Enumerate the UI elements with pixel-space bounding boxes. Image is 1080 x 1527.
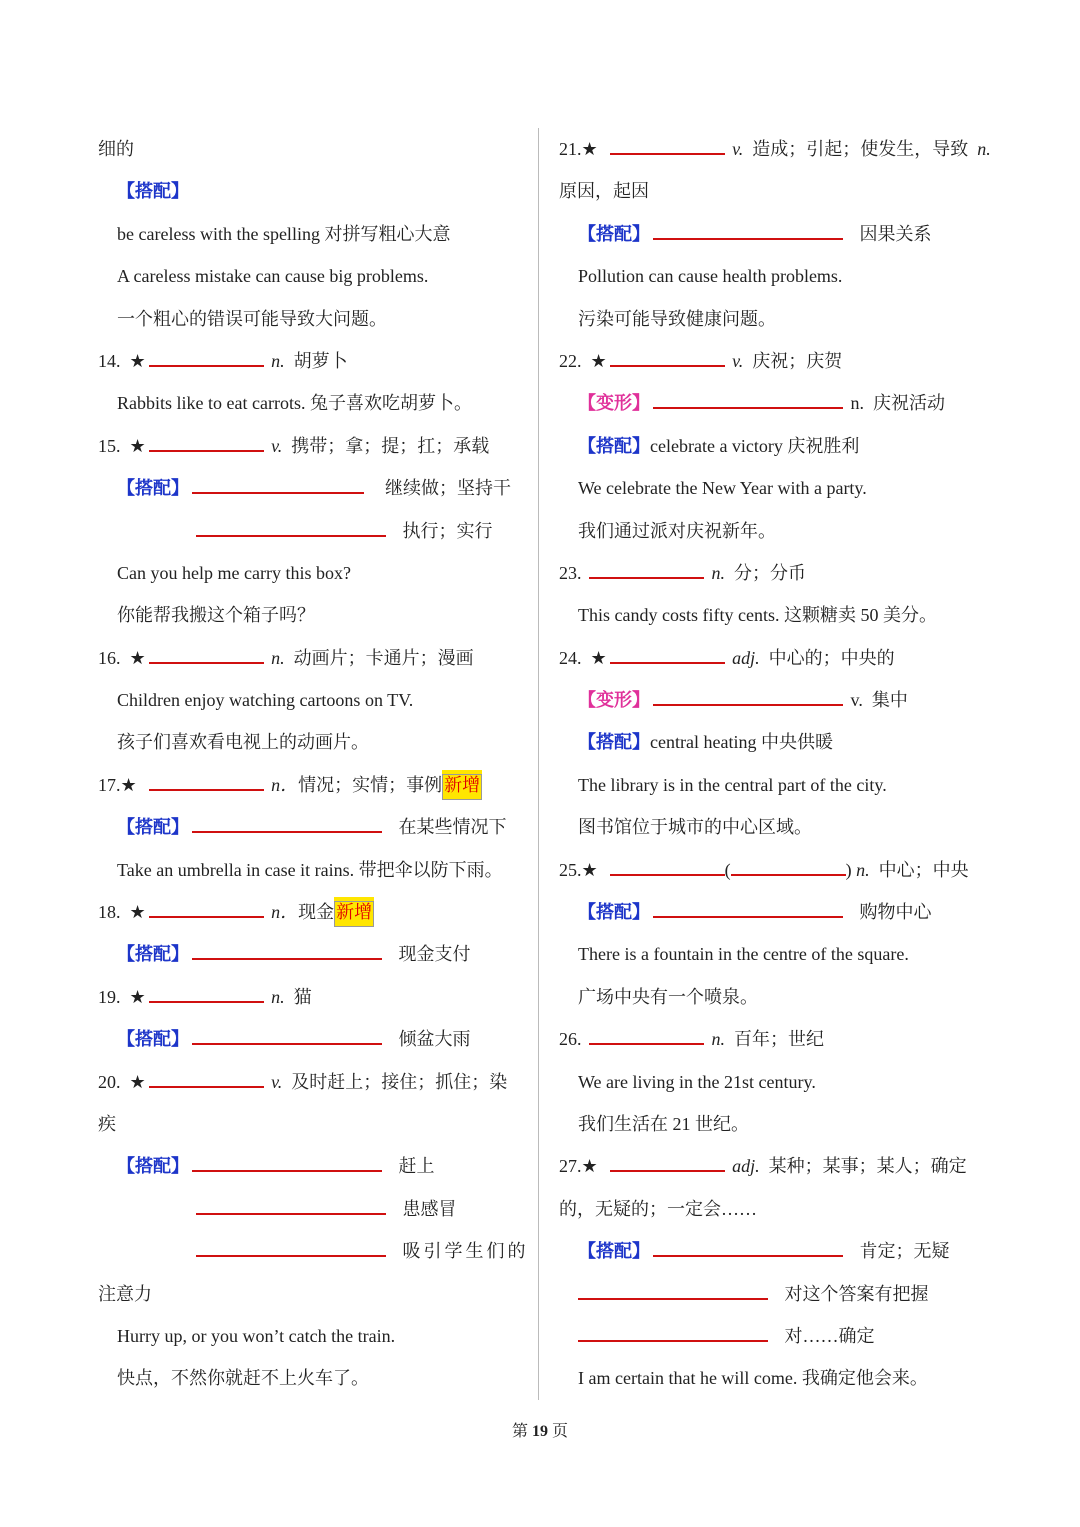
entry-number: 14.: [98, 350, 121, 371]
entry-17: [98, 764, 528, 806]
answer-blank[interactable]: [653, 218, 843, 240]
text: Hurry up, or you won’t catch the train.: [117, 1325, 396, 1346]
part-of-speech: n.: [711, 562, 725, 583]
example-line: [559, 933, 989, 975]
left-column: [98, 128, 528, 1400]
answer-blank[interactable]: [589, 557, 704, 579]
text: We are living in the 21st century.: [578, 1071, 816, 1092]
entry-16: [98, 637, 528, 679]
tag-match: 【搭配】: [578, 1241, 650, 1263]
part-of-speech: v.: [732, 350, 744, 371]
answer-blank[interactable]: [149, 981, 264, 1003]
text: be careless with the spelling 对拼写粗心大意: [117, 223, 451, 244]
star-icon: ★: [581, 139, 598, 160]
definition: 猫: [293, 986, 312, 1007]
collocation-meaning: 对……确定: [784, 1325, 875, 1346]
star-icon: ★: [129, 986, 146, 1008]
example-line: [559, 594, 989, 636]
answer-blank[interactable]: [149, 769, 264, 791]
example-line: [98, 679, 528, 721]
collocation-line: [559, 425, 989, 467]
collocation-meaning: 吸引学生们的: [402, 1241, 529, 1262]
example-line: [559, 1357, 989, 1399]
text: Take an umbrella in case it rains. 带把伞以防下雨。: [117, 859, 503, 880]
translation-line: [559, 1103, 989, 1145]
answer-blank[interactable]: [610, 133, 725, 155]
entry-21: [559, 128, 989, 170]
collocation-line: [98, 1188, 528, 1230]
translation-line: [98, 1357, 528, 1399]
collocation-meaning: 在某些情况下: [398, 817, 507, 838]
variant-line: [559, 382, 989, 424]
entry-number: 15.: [98, 435, 121, 456]
column-divider: [538, 128, 539, 1400]
collocation-text: celebrate a victory 庆祝胜利: [650, 435, 860, 456]
text: The library is in the central part of the city.: [578, 774, 887, 795]
tag-match: 【搭配】: [578, 902, 650, 924]
definition: 中心的；中央的: [768, 647, 895, 668]
text-line: [98, 1273, 528, 1315]
entry-number: 16.: [98, 647, 121, 668]
page-footer: [0, 1418, 1080, 1441]
text: 我们通过派对庆祝新年。: [578, 520, 776, 541]
answer-blank[interactable]: [196, 1235, 386, 1257]
collocation-line: [98, 213, 528, 255]
collocation-line: [98, 467, 528, 509]
star-icon: ★: [129, 647, 146, 669]
answer-blank[interactable]: [610, 854, 725, 876]
collocation-line: [98, 806, 528, 848]
answer-blank[interactable]: [610, 345, 725, 367]
example-line: [98, 552, 528, 594]
text: A careless mistake can cause big problems.: [117, 266, 429, 287]
text: We celebrate the New Year with a party.: [578, 478, 867, 499]
translation-line: [559, 806, 989, 848]
answer-blank[interactable]: [149, 345, 264, 367]
example-line: [559, 255, 989, 297]
answer-blank[interactable]: [149, 896, 264, 918]
text-line: [559, 170, 989, 212]
answer-blank[interactable]: [653, 387, 843, 409]
star-icon: ★: [129, 902, 146, 924]
text: 一个粗心的错误可能导致大问题。: [117, 308, 387, 329]
tag-match: 【搭配】: [578, 732, 650, 754]
translation-line: [559, 510, 989, 552]
variant-line: [559, 679, 989, 721]
text: This candy costs fifty cents. 这颗糖卖 50 美分。: [578, 605, 937, 626]
entry-27: [559, 1145, 989, 1187]
example-line: [559, 467, 989, 509]
definition: 及时赶上；接住；抓住；染: [291, 1071, 508, 1092]
page-label: 页: [552, 1423, 569, 1440]
part-of-speech: n.: [271, 647, 285, 668]
text: 广场中央有一个喷泉。: [578, 986, 758, 1007]
definition: 动画片；卡通片；漫画: [293, 647, 474, 668]
entry-23: [559, 552, 989, 594]
collocation-line: [559, 1273, 989, 1315]
definition: 中心；中央: [878, 859, 969, 880]
definition: 携带；拿；提；扛；承载: [291, 435, 490, 456]
entry-number: 22.: [559, 350, 582, 371]
new-badge: 新增: [442, 774, 482, 800]
tag-match: 【搭配】: [578, 435, 650, 457]
answer-blank[interactable]: [192, 811, 382, 833]
entry-14: [98, 340, 528, 382]
answer-blank[interactable]: [192, 472, 364, 494]
entry-24: [559, 637, 989, 679]
collocation-line: [98, 1018, 528, 1060]
tag-variant: 【变形】: [578, 690, 650, 712]
entry-25: [559, 849, 989, 891]
example-line: [559, 764, 989, 806]
tag-variant: 【变形】: [578, 393, 650, 415]
definition: 造成；引起；使发生，导致: [752, 139, 969, 159]
part-of-speech: n.: [856, 859, 870, 880]
collocation-meaning: 肯定；无疑: [859, 1241, 950, 1262]
part-of-speech: n．: [271, 902, 299, 923]
tag-match: 【搭配】: [117, 181, 189, 203]
answer-blank[interactable]: [610, 1150, 725, 1172]
text: 细的: [98, 139, 134, 159]
text-line: [559, 1188, 989, 1230]
definition: 情况；实情；事例: [298, 774, 443, 795]
text: 图书馆位于城市的中心区域。: [578, 817, 812, 838]
answer-blank[interactable]: [149, 1066, 264, 1088]
translation-line: [98, 721, 528, 763]
entry-20: [98, 1061, 528, 1103]
definition: 某种；某事；某人；确定: [768, 1156, 967, 1177]
paren: ): [845, 859, 852, 880]
definition-continued: 疾: [98, 1113, 116, 1134]
text: 我们生活在 21 世纪。: [578, 1113, 749, 1134]
definition-continued: 原因，起因: [559, 181, 649, 202]
part-of-speech: n.: [711, 1029, 725, 1050]
tag-match: 【搭配】: [117, 1156, 189, 1178]
entry-15: [98, 425, 528, 467]
collocation-line: [559, 213, 989, 255]
definition: 现金: [298, 902, 335, 923]
variant-meaning: 集中: [871, 690, 908, 711]
new-badge: 新增: [334, 901, 374, 927]
answer-blank[interactable]: [192, 1150, 382, 1172]
part-of-speech: n.: [977, 139, 991, 159]
answer-blank[interactable]: [731, 854, 846, 876]
answer-blank[interactable]: [589, 1023, 704, 1045]
entry-number: 27.: [559, 1156, 582, 1177]
collocation-meaning: 患感冒: [402, 1198, 457, 1219]
collocation-text: central heating 中央供暖: [650, 732, 833, 753]
text: 快点，不然你就赶不上火车了。: [117, 1368, 369, 1389]
answer-blank[interactable]: [653, 684, 843, 706]
text: 你能帮我搬这个箱子吗？: [117, 605, 315, 626]
tag-match: 【搭配】: [578, 223, 650, 245]
answer-blank[interactable]: [196, 515, 386, 537]
collocation-header: [98, 170, 528, 212]
definition: 庆祝；庆贺: [752, 350, 843, 371]
collocation-line: [98, 933, 528, 975]
entry-number: 24.: [559, 647, 582, 668]
answer-blank[interactable]: [610, 642, 725, 664]
collocation-meaning: 执行；实行: [402, 520, 493, 541]
answer-blank[interactable]: [653, 1235, 843, 1257]
definition: 百年；世纪: [734, 1029, 824, 1050]
entry-number: 21.: [559, 139, 582, 159]
collocation-line: [98, 510, 528, 552]
answer-blank[interactable]: [192, 938, 382, 960]
collocation-meaning: 倾盆大雨: [398, 1029, 471, 1050]
example-line: [559, 1061, 989, 1103]
text: 孩子们喜欢看电视上的动画片。: [117, 732, 369, 753]
paren: (: [724, 859, 731, 880]
example-line: [98, 255, 528, 297]
answer-blank[interactable]: [578, 1320, 768, 1342]
definition: 胡萝卜: [293, 350, 348, 371]
text: 污染可能导致健康问题。: [578, 308, 776, 329]
translation-line: [559, 298, 989, 340]
right-column: [559, 128, 989, 1400]
example-line: [98, 1315, 528, 1357]
part-of-speech: v.: [850, 690, 863, 711]
entry-number: 17.: [98, 774, 121, 795]
collocation-line: [559, 1230, 989, 1272]
definition: 分；分币: [734, 562, 806, 583]
translation-line: [559, 976, 989, 1018]
collocation-line: [98, 1230, 528, 1272]
definition-continued: 的，无疑的；一定会……: [559, 1198, 757, 1219]
entry-number: 20.: [98, 1071, 121, 1092]
entry-number: 19.: [98, 986, 121, 1007]
entry-number: 23.: [559, 562, 582, 583]
entry-number: 26.: [559, 1029, 582, 1050]
text-line: [98, 1103, 528, 1145]
tag-match: 【搭配】: [117, 478, 189, 500]
star-icon: ★: [581, 1156, 598, 1178]
part-of-speech: n.: [271, 986, 285, 1007]
star-icon: ★: [590, 350, 607, 372]
translation-line: [98, 594, 528, 636]
collocation-line: [559, 721, 989, 763]
star-icon: ★: [120, 774, 137, 796]
part-of-speech: n.: [850, 393, 864, 414]
text: There is a fountain in the centre of the square.: [578, 944, 909, 965]
collocation-line: [559, 891, 989, 933]
answer-blank[interactable]: [192, 1023, 382, 1045]
collocation-meaning: 购物中心: [859, 902, 932, 923]
star-icon: ★: [581, 859, 598, 881]
example-line: [98, 382, 528, 424]
text: Pollution can cause health problems.: [578, 266, 843, 287]
star-icon: ★: [129, 350, 146, 372]
part-of-speech: adj.: [732, 1156, 760, 1177]
answer-blank[interactable]: [578, 1278, 768, 1300]
collocation-meaning-continued: 注意力: [98, 1283, 152, 1304]
text-line: [98, 128, 528, 170]
collocation-meaning: 继续做；坚持干: [385, 478, 511, 499]
text: Children enjoy watching cartoons on TV.: [117, 690, 414, 711]
part-of-speech: v.: [271, 1071, 283, 1092]
part-of-speech: v.: [732, 139, 744, 159]
answer-blank[interactable]: [149, 430, 264, 452]
part-of-speech: v.: [271, 435, 283, 456]
page-number: 19: [532, 1423, 548, 1440]
variant-meaning: 庆祝活动: [873, 393, 945, 414]
answer-blank[interactable]: [149, 642, 264, 664]
entry-19: [98, 976, 528, 1018]
text: Can you help me carry this box?: [117, 562, 351, 583]
translation-line: [98, 298, 528, 340]
star-icon: ★: [129, 435, 146, 457]
part-of-speech: n.: [271, 350, 285, 371]
tag-match: 【搭配】: [117, 944, 189, 966]
collocation-meaning: 对这个答案有把握: [784, 1283, 929, 1304]
part-of-speech: n．: [271, 774, 299, 795]
collocation-meaning: 赶上: [398, 1156, 435, 1177]
entry-18: [98, 891, 528, 933]
star-icon: ★: [129, 1071, 146, 1093]
collocation-line: [559, 1315, 989, 1357]
tag-match: 【搭配】: [117, 817, 189, 839]
text: Rabbits like to eat carrots. 兔子喜欢吃胡萝卜。: [117, 393, 472, 414]
text: I am certain that he will come. 我确定他会来。: [578, 1368, 928, 1389]
part-of-speech: adj.: [732, 647, 760, 668]
answer-blank[interactable]: [653, 896, 843, 918]
collocation-meaning: 现金支付: [398, 944, 471, 965]
tag-match: 【搭配】: [117, 1029, 189, 1051]
entry-22: [559, 340, 989, 382]
entry-number: 18.: [98, 902, 121, 923]
collocation-meaning: 因果关系: [859, 223, 932, 244]
page-label: 第: [511, 1423, 528, 1440]
example-line: [98, 849, 528, 891]
entry-26: [559, 1018, 989, 1060]
star-icon: ★: [590, 647, 607, 669]
answer-blank[interactable]: [196, 1193, 386, 1215]
entry-number: 25.: [559, 859, 582, 880]
collocation-line: [98, 1145, 528, 1187]
